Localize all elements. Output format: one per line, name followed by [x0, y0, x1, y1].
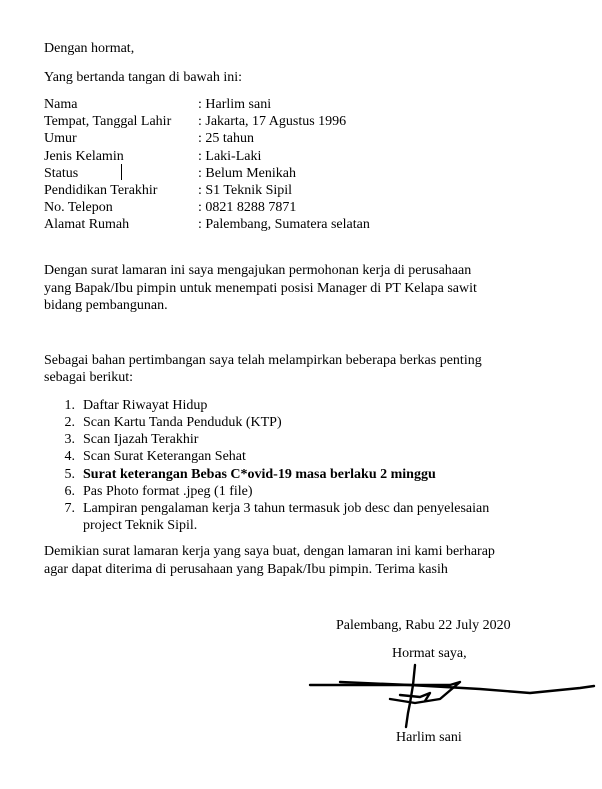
- label-nama: Nama: [44, 97, 78, 112]
- signer-name: Harlim sani: [396, 730, 462, 745]
- paragraph-2-line-2: sebagai berikut:: [44, 370, 134, 385]
- list-item-continuation: project Teknik Sipil.: [83, 518, 198, 533]
- salutation: Dengan hormat,: [44, 41, 135, 56]
- list-number: 2.: [64, 415, 75, 430]
- list-item: Daftar Riwayat Hidup: [83, 398, 208, 413]
- list-item-bold: Surat keterangan Bebas C*ovid-19 masa berlaku 2 minggu: [83, 467, 436, 482]
- label-telepon: No. Telepon: [44, 200, 113, 215]
- intro-line: Yang bertanda tangan di bawah ini:: [44, 70, 243, 85]
- place-date: Palembang, Rabu 22 July 2020: [336, 618, 511, 633]
- value-ttl: : Jakarta, 17 Agustus 1996: [198, 114, 347, 129]
- label-status: Status: [44, 166, 79, 181]
- list-number: 4.: [64, 449, 75, 464]
- label-ttl: Tempat, Tanggal Lahir: [44, 114, 172, 129]
- list-item: Scan Ijazah Terakhir: [83, 432, 199, 447]
- regards: Hormat saya,: [392, 646, 467, 661]
- list-number: 6.: [64, 484, 75, 499]
- paragraph-1-line-2: yang Bapak/Ibu pimpin untuk menempati posisi Manager di PT Kelapa sawit: [44, 281, 477, 296]
- value-alamat: : Palembang, Sumatera selatan: [198, 217, 370, 232]
- list-number: 1.: [64, 398, 75, 413]
- value-jenis-kelamin: : Laki-Laki: [198, 149, 262, 164]
- closing-line-1: Demikian surat lamaran kerja yang saya buat, dengan lamaran ini kami berharap: [44, 544, 495, 559]
- list-number: 5.: [64, 467, 75, 482]
- paragraph-1-line-1: Dengan surat lamaran ini saya mengajukan permohonan kerja di perusahaan: [44, 263, 472, 278]
- paragraph-2-line-1: Sebagai bahan pertimbangan saya telah melampirkan beberapa berkas penting: [44, 353, 482, 368]
- list-number: 3.: [64, 432, 75, 447]
- label-jenis-kelamin: Jenis Kelamin: [44, 149, 124, 164]
- value-pendidikan: : S1 Teknik Sipil: [198, 183, 293, 198]
- text-cursor: [121, 164, 122, 180]
- list-item: Scan Kartu Tanda Penduduk (KTP): [83, 415, 282, 430]
- value-umur: : 25 tahun: [198, 131, 254, 146]
- value-nama: : Harlim sani: [198, 97, 272, 112]
- closing-line-2: agar dapat diterima di perusahaan yang Bapak/Ibu pimpin. Terima kasih: [44, 562, 448, 577]
- label-umur: Umur: [44, 131, 77, 146]
- label-pendidikan: Pendidikan Terakhir: [44, 183, 158, 198]
- label-alamat: Alamat Rumah: [44, 217, 130, 232]
- list-number: 7.: [64, 501, 75, 516]
- value-status: : Belum Menikah: [198, 166, 296, 181]
- handwritten-signature: [300, 655, 600, 735]
- list-item: Lampiran pengalaman kerja 3 tahun termasuk job desc dan penyelesaian: [83, 501, 490, 516]
- list-item: Pas Photo format .jpeg (1 file): [83, 484, 253, 499]
- paragraph-1-line-3: bidang pembangunan.: [44, 298, 168, 313]
- value-telepon: : 0821 8288 7871: [198, 200, 297, 215]
- list-item: Scan Surat Keterangan Sehat: [83, 449, 246, 464]
